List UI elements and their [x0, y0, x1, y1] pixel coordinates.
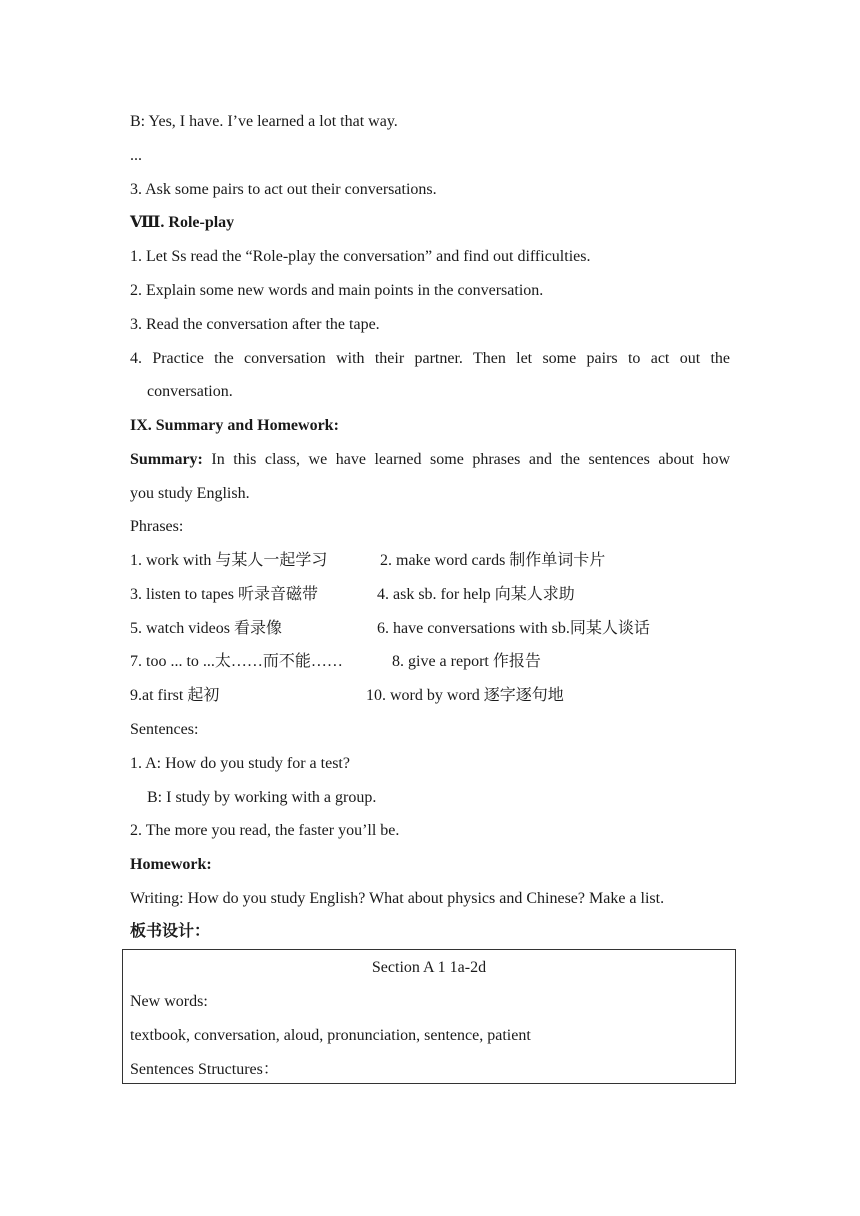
sentences-label: Sentences:	[130, 721, 199, 738]
homework-text: Writing: How do you study English? What about physics and Chinese? Make a list.	[130, 890, 665, 907]
homework-label: Homework:	[130, 856, 212, 873]
summary-continued: you study English.	[130, 485, 250, 502]
sentence-2: 2. The more you read, the faster you’ll be.	[130, 822, 400, 839]
board-design-heading: 板书设计：	[130, 923, 211, 940]
phrase-8: 8. give a report 作报告	[392, 653, 541, 670]
phrase-1: 1. work with 与某人一起学习	[130, 552, 328, 569]
phrase-10: 10. word by word 逐字逐句地	[366, 687, 564, 704]
roleplay-step-4-continued: conversation.	[147, 383, 233, 400]
phrases-label: Phrases:	[130, 518, 184, 535]
phrase-5: 5. watch videos 看录像	[130, 620, 282, 637]
summary-label: Summary:	[130, 451, 203, 468]
phrase-3: 3. listen to tapes 听录音磁带	[130, 586, 318, 603]
summary-text: In this class, we have learned some phrases and the sentences about how	[202, 451, 730, 468]
board-new-words: textbook, conversation, aloud, pronunciation, sentence, patient	[130, 1027, 531, 1044]
phrase-9: 9.at first 起初	[130, 687, 220, 704]
phrase-7: 7. too ... to ...太……而不能……	[130, 653, 343, 670]
roleplay-step-4: 4. Practice the conversation with their partner. Then let some pairs to act out the	[130, 350, 730, 367]
roleplay-step-2: 2. Explain some new words and main points in the conversation.	[130, 282, 544, 299]
summary-heading: IX. Summary and Homework:	[130, 417, 339, 434]
sentence-1a: 1. A: How do you study for a test?	[130, 755, 350, 772]
board-design-box	[122, 949, 736, 1084]
phrase-4: 4. ask sb. for help 向某人求助	[377, 586, 575, 603]
roleplay-heading: Ⅷ. Role-play	[130, 214, 235, 231]
dialogue-line-b: B: Yes, I have. I’ve learned a lot that way.	[130, 113, 398, 130]
phrase-2: 2. make word cards 制作单词卡片	[380, 552, 606, 569]
ellipsis-line: ...	[130, 147, 142, 164]
roleplay-step-1: 1. Let Ss read the “Role-play the conversation” and find out difficulties.	[130, 248, 591, 265]
summary-paragraph	[130, 450, 730, 470]
board-title: Section A 1 1a-2d	[371, 959, 487, 976]
board-structures-label: Sentences Structures：	[130, 1061, 279, 1078]
board-new-words-label: New words:	[130, 993, 208, 1010]
phrase-6: 6. have conversations with sb.同某人谈话	[377, 620, 650, 637]
roleplay-step-3: 3. Read the conversation after the tape.	[130, 316, 380, 333]
step-ask-pairs: 3. Ask some pairs to act out their conversations.	[130, 181, 437, 198]
sentence-1b: B: I study by working with a group.	[147, 789, 377, 806]
